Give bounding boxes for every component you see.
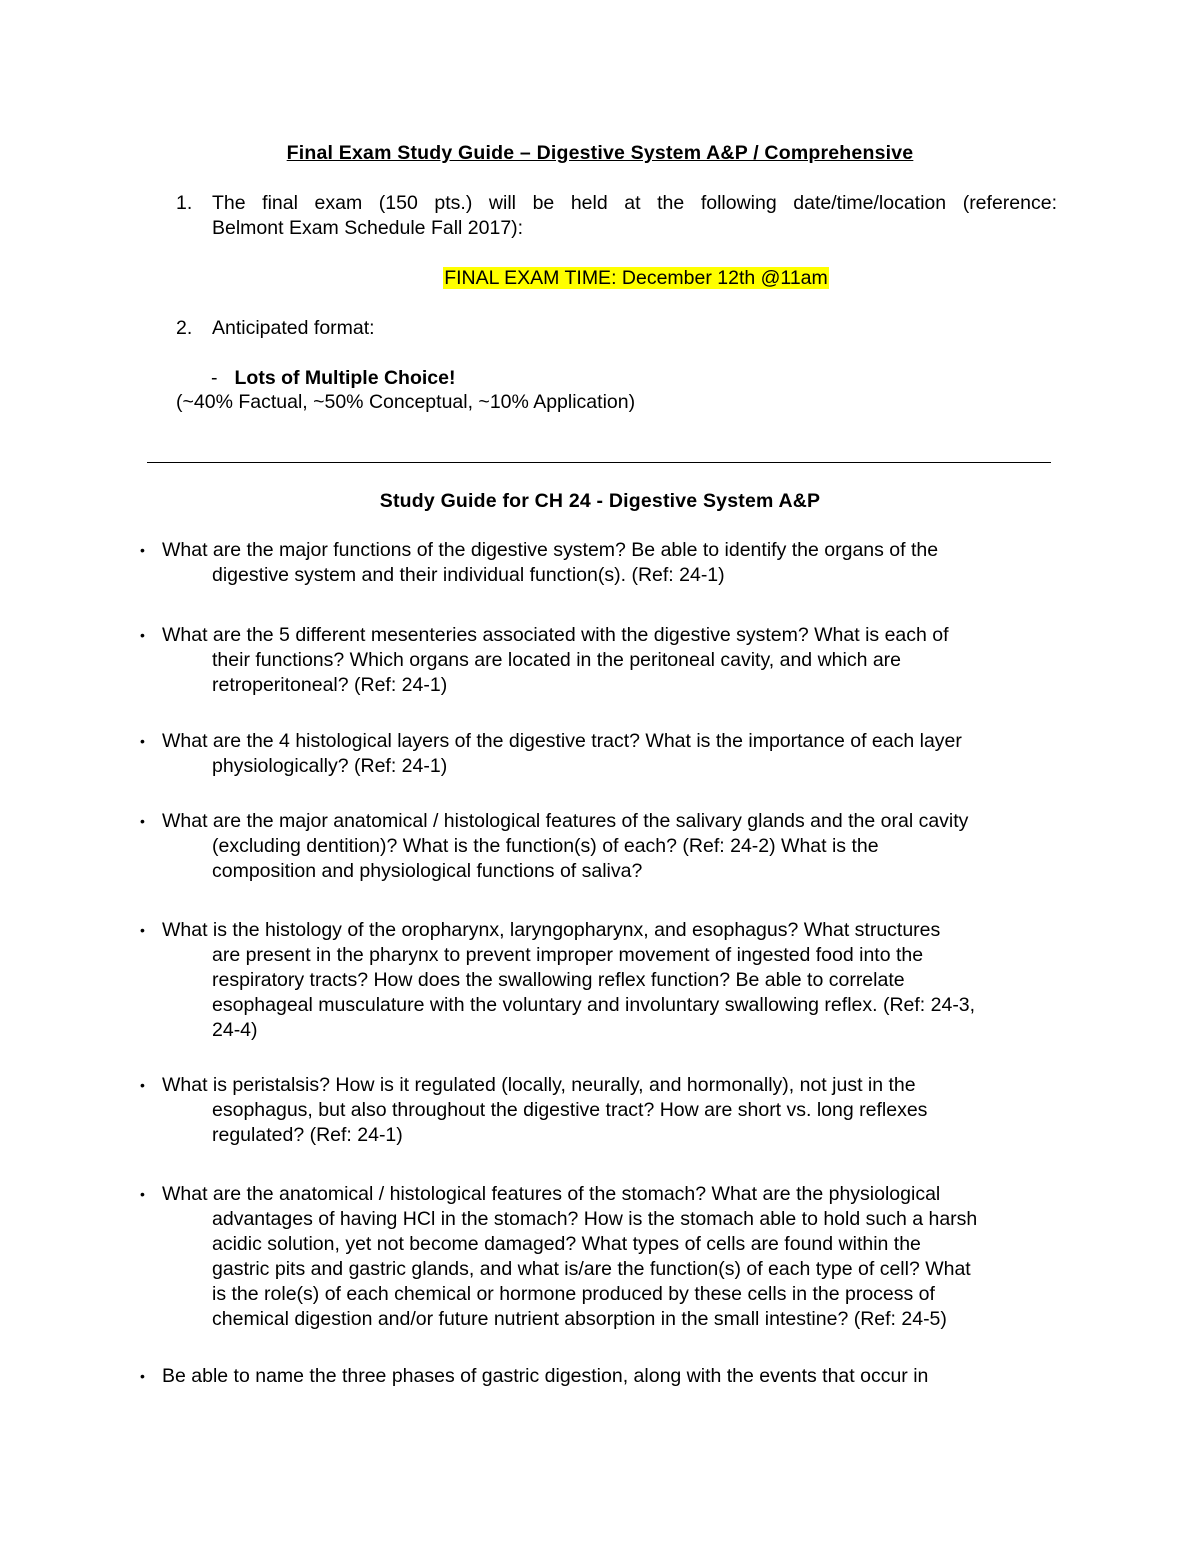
format-bold-text: Lots of Multiple Choice! [234, 367, 456, 389]
bullet-icon: • [140, 813, 145, 829]
bullet-text-line: physiologically? (Ref: 24-1) [212, 755, 448, 777]
bullet-icon: • [140, 1186, 145, 1202]
document-title: Final Exam Study Guide – Digestive System A&P / Comprehensive [286, 142, 914, 164]
bullet-text-line: acidic solution, yet not become damaged? What types of cells are found within the [212, 1233, 921, 1255]
bullet-item [140, 918, 1062, 1043]
bullet-icon: • [140, 542, 145, 558]
bullet-text-line: What is peristalsis? How is it regulated (locally, neurally, and hormonally), not just in the [162, 1074, 916, 1096]
bullet-item [140, 623, 1062, 698]
bullet-text-line: What are the 4 histological layers of the digestive tract? What is the importance of each layer [162, 730, 962, 752]
bullet-text-line: advantages of having HCl in the stomach? How is the stomach able to hold such a harsh [212, 1208, 978, 1230]
bullet-text-line: digestive system and their individual function(s). (Ref: 24-1) [212, 564, 725, 586]
bullet-text-line: their functions? Which organs are located in the peritoneal cavity, and which are [212, 649, 902, 671]
bullet-text-line: retroperitoneal? (Ref: 24-1) [212, 674, 448, 696]
bullet-text-line: (excluding dentition)? What is the function(s) of each? (Ref: 24-2) What is the [212, 835, 879, 857]
bullet-icon: • [140, 922, 145, 938]
bullet-text-line: are present in the pharynx to prevent improper movement of ingested food into the [212, 944, 924, 966]
bullet-text-line: is the role(s) of each chemical or hormone produced by these cells in the process of [212, 1283, 935, 1305]
bullet-text-line: 24-4) [212, 1019, 258, 1041]
bullet-item [140, 809, 1062, 884]
exam-time-line [0, 266, 1200, 291]
bullet-icon: • [140, 733, 145, 749]
bullet-text-line: chemical digestion and/or future nutrient absorption in the small intestine? (Ref: 24-5) [212, 1308, 947, 1330]
bullet-item [140, 538, 1062, 588]
bullet-text-line: What are the 5 different mesenteries associated with the digestive system? What is each of [162, 624, 949, 646]
bullet-text-line: esophagus, but also throughout the digestive tract? How are short vs. long reflexes [212, 1099, 928, 1121]
bullet-text-line: What are the major anatomical / histological features of the salivary glands and the oral cavity [162, 810, 969, 832]
bullet-text-line: esophageal musculature with the voluntary and involuntary swallowing reflex. (Ref: 24-3, [212, 994, 976, 1016]
bullet-item [140, 1364, 1062, 1389]
bullet-text-line: respiratory tracts? How does the swallowing reflex function? Be able to correlate [212, 969, 905, 991]
format-breakdown: (~40% Factual, ~50% Conceptual, ~10% Application) [176, 391, 636, 413]
item-number: 2. [176, 317, 193, 339]
bullet-icon: • [140, 1368, 145, 1384]
bullet-text-line: gastric pits and gastric glands, and what is/are the function(s) of each type of cell? What [212, 1258, 971, 1280]
exam-time-highlight: FINAL EXAM TIME: December 12th @11am [444, 267, 828, 289]
bullet-text-line: composition and physiological functions of saliva? [212, 860, 643, 882]
format-dash-item [211, 366, 455, 391]
item-text-line: Belmont Exam Schedule Fall 2017): [212, 217, 524, 239]
item-text-line: Anticipated format: [212, 317, 375, 339]
section-title: Study Guide for CH 24 - Digestive System A&P [379, 490, 821, 512]
bullet-text-line: What is the histology of the oropharynx, laryngopharynx, and esophagus? What structures [162, 919, 941, 941]
bullet-text-line: Be able to name the three phases of gastric digestion, along with the events that occur in [162, 1365, 929, 1387]
bullet-item [140, 1182, 1062, 1332]
bullet-item [140, 729, 1062, 779]
numbered-item-2 [176, 316, 1057, 341]
bullet-text-line: What are the anatomical / histological features of the stomach? What are the physiological [162, 1183, 941, 1205]
bullet-item [140, 1073, 1062, 1148]
dash-marker: - [211, 367, 218, 389]
bullet-icon: • [140, 627, 145, 643]
item-text-line: The final exam (150 pts.) will be held at the following date/time/location (reference: [212, 192, 1057, 214]
numbered-item-1 [176, 191, 1057, 241]
bullet-icon: • [140, 1077, 145, 1093]
item-number: 1. [176, 192, 193, 214]
bullet-text-line: What are the major functions of the digestive system? Be able to identify the organs of the [162, 539, 939, 561]
bullet-text-line: regulated? (Ref: 24-1) [212, 1124, 403, 1146]
horizontal-divider [147, 462, 1051, 463]
